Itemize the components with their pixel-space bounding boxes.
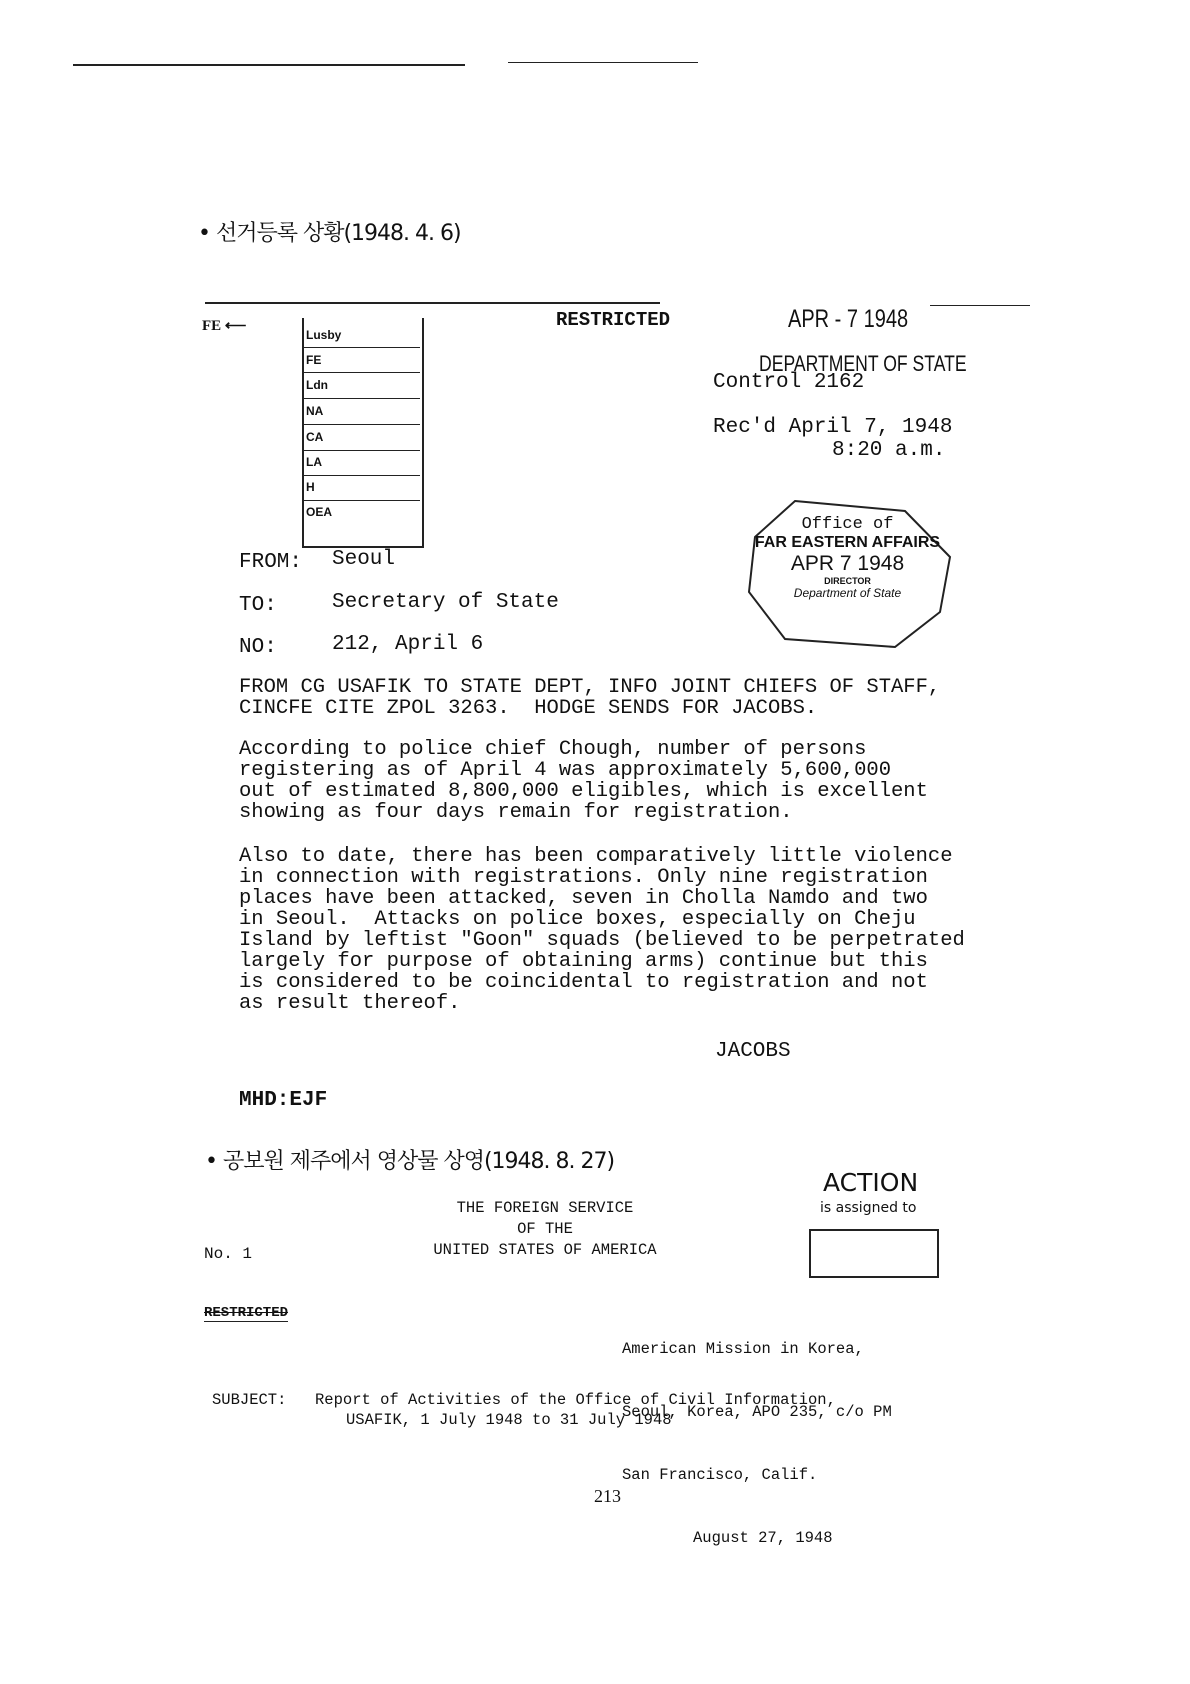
initials: MHD:EJF <box>239 1089 328 1112</box>
restricted-struck: RESTRICTED <box>204 1305 289 1321</box>
paragraph-registration: According to police chief Chough, number of persons registering as of April 4 was approximately 5,600,000 out of estimated 8,800,000 eligibles, which is excellent showing as four days remain for registration. <box>239 738 928 824</box>
routing-label: Lusby <box>306 328 342 342</box>
routing-marker-text: FE <box>202 318 222 334</box>
address-line: American Mission in Korea, <box>622 1340 864 1358</box>
action-label: ACTION <box>823 1168 919 1197</box>
address-line: Seoul, Korea, APO 235, c/o PM <box>622 1403 892 1421</box>
service-line: OF THE <box>517 1220 573 1238</box>
assigned-label: is assigned to <box>820 1200 917 1216</box>
stamp-text: FAR EASTERN AFFAIRS <box>754 534 941 551</box>
stamp-date: APR 7 1948 <box>790 552 905 575</box>
paragraph-violence: Also to date, there has been comparatively little violence in connection with registrations. Only nine registration places have been attacked, seven in Cholla Namdo and two in Seoul. Attacks on police boxes, especially on Cheju Island by leftist "Goon" squads (believed to be perpetrated largely for purpose of obtaining arms) continue but this is considered to be coincidental to registration and not as result thereof. <box>239 845 965 1015</box>
received-date-stamp: APR - 7 1948 <box>788 305 909 333</box>
mission-address <box>622 1297 892 1591</box>
scan-line <box>73 64 465 66</box>
header-rule <box>205 302 660 304</box>
routing-label: H <box>306 480 315 494</box>
office-stamp <box>745 515 950 600</box>
foreign-service-heading <box>395 1198 695 1261</box>
service-line: THE FOREIGN SERVICE <box>456 1199 634 1217</box>
routing-label: Ldn <box>306 378 328 392</box>
department-label: DEPARTMENT OF STATE <box>759 351 967 376</box>
subject-text: Report of Activities of the Office of Civil Information, <box>315 1391 836 1409</box>
paragraph-header: FROM CG USAFIK TO STATE DEPT, INFO JOINT CHIEFS OF STAFF, CINCFE CITE ZPOL 3263. HODGE SENDS FOR JACOBS. <box>239 676 941 720</box>
stamp-text: Office of <box>801 515 894 534</box>
dispatch-date: August 27, 1948 <box>693 1529 833 1547</box>
routing-label: OEA <box>306 505 333 519</box>
no-value: 212, April 6 <box>332 633 484 656</box>
routing-label: LA <box>306 455 322 469</box>
routing-label: CA <box>306 430 324 444</box>
service-line: UNITED STATES OF AMERICA <box>433 1241 657 1259</box>
section-heading-2: • 공보원 제주에서 영상물 상영(1948. 8. 27) <box>205 1149 615 1174</box>
control-number: Control 2162 <box>713 371 865 394</box>
arrow-left-icon: ⟵ <box>224 318 247 334</box>
from-label: FROM: <box>239 551 303 574</box>
signature: JACOBS <box>715 1040 791 1063</box>
received-time: 8:20 a.m. <box>832 439 946 462</box>
to-value: Secretary of State <box>332 591 559 614</box>
to-label: TO: <box>239 594 277 617</box>
page-number: 213 <box>594 1486 621 1506</box>
header-rule <box>930 305 1030 306</box>
no-label: NO: <box>239 636 277 659</box>
action-assignee-box <box>809 1229 939 1278</box>
subject-text-2: USAFIK, 1 July 1948 to 31 July 1948 <box>346 1411 672 1429</box>
stamp-text: Department of State <box>793 586 902 600</box>
received-line: Rec'd April 7, 1948 <box>713 416 953 439</box>
dispatch-number: No. 1 <box>204 1245 253 1263</box>
restricted-label: RESTRICTED <box>556 309 671 331</box>
stamp-text: DIRECTOR <box>824 576 871 586</box>
scan-line <box>508 62 698 63</box>
from-value: Seoul <box>332 548 396 571</box>
address-line: San Francisco, Calif. <box>622 1466 818 1484</box>
subject-label: SUBJECT: <box>212 1391 287 1409</box>
section-heading-1: • 선거등록 상황(1948. 4. 6) <box>198 221 461 246</box>
routing-label: NA <box>306 404 324 418</box>
routing-label: FE <box>306 353 322 367</box>
routing-marker <box>202 316 246 335</box>
